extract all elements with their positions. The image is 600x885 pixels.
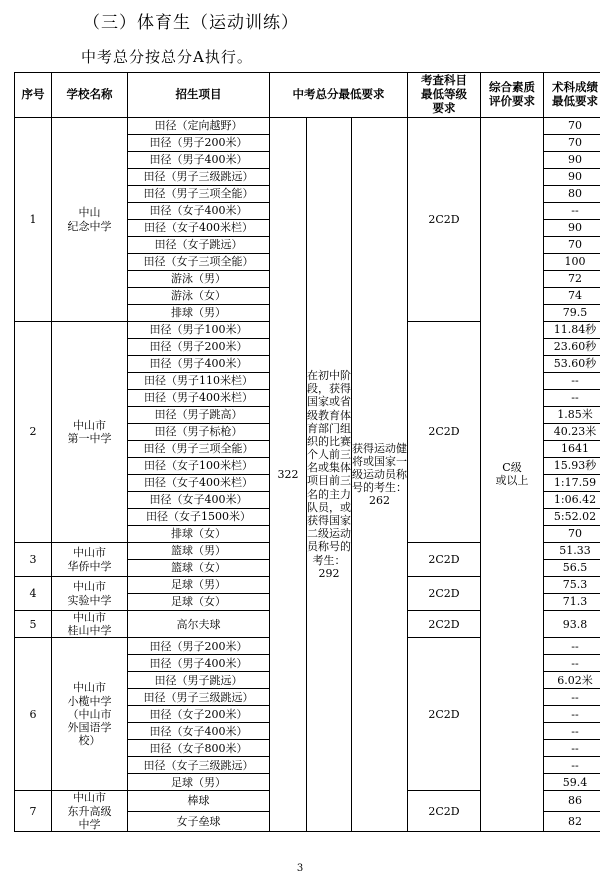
header-quality: 综合素质 评价要求	[481, 73, 544, 118]
header-seq: 序号	[15, 73, 52, 118]
skill-score: --	[544, 203, 600, 220]
skill-score: --	[544, 655, 600, 672]
admission-table	[14, 72, 600, 832]
project-cell: 田径（男子400米）	[128, 356, 270, 373]
subject-grade: 2C2D	[408, 791, 481, 832]
school-seq: 4	[15, 577, 52, 611]
project-cell: 田径（男子标枪）	[128, 424, 270, 441]
skill-score: 90	[544, 220, 600, 237]
project-cell: 田径（男子400米）	[128, 152, 270, 169]
header-school: 学校名称	[52, 73, 128, 118]
section-title: （三）体育生（运动训练）	[83, 13, 299, 33]
skill-score: 70	[544, 526, 600, 543]
project-cell: 田径（男子跳高）	[128, 407, 270, 424]
project-cell: 田径（男子三级跳远）	[128, 689, 270, 706]
project-cell: 高尔夫球	[128, 611, 270, 638]
header-subject-grade: 考查科目 最低等级 要求	[408, 73, 481, 118]
skill-score: 6.02米	[544, 672, 600, 689]
school-name: 中山市 华侨中学	[52, 543, 128, 577]
header-row	[15, 73, 600, 118]
skill-score: 86	[544, 791, 600, 811]
project-cell: 田径（女子400米）	[128, 203, 270, 220]
skill-score: 74	[544, 288, 600, 305]
project-cell: 田径（女子400米栏）	[128, 220, 270, 237]
school-name: 中山市 实验中学	[52, 577, 128, 611]
subject-grade: 2C2D	[408, 322, 481, 543]
project-cell: 足球（男）	[128, 577, 270, 594]
skill-score: --	[544, 706, 600, 723]
project-cell: 足球（女）	[128, 594, 270, 611]
school-seq: 6	[15, 638, 52, 791]
subject-grade: 2C2D	[408, 638, 481, 791]
school-name: 中山 纪念中学	[52, 118, 128, 322]
skill-score: 51.33	[544, 543, 600, 560]
school-seq: 1	[15, 118, 52, 322]
skill-score: 75.3	[544, 577, 600, 594]
subject-grade: 2C2D	[408, 577, 481, 611]
skill-score: --	[544, 689, 600, 706]
project-cell: 田径（男子400米）	[128, 655, 270, 672]
skill-score: --	[544, 373, 600, 390]
project-cell: 篮球（女）	[128, 560, 270, 577]
condition-a: 在初中阶段，获得国家或省级教育体育部门组织的比赛个人前三名或集体项目前三名的主力队员，或获得国家二级运动员称号的考生： 292	[307, 118, 352, 832]
project-cell: 田径（女子200米）	[128, 706, 270, 723]
subject-grade: 2C2D	[408, 611, 481, 638]
condition-b: 获得运动健将或国家一级运动员称号的考生： 262	[352, 118, 408, 832]
project-cell: 排球（男）	[128, 305, 270, 322]
project-cell: 足球（男）	[128, 774, 270, 791]
skill-score: --	[544, 757, 600, 774]
school-name: 中山市 东升高级 中学	[52, 791, 128, 832]
skill-score: 1641	[544, 441, 600, 458]
school-name: 中山市 桂山中学	[52, 611, 128, 638]
project-cell: 田径（男子200米）	[128, 638, 270, 655]
score-note: 中考总分按总分A执行。	[81, 48, 253, 66]
page-number: 3	[296, 863, 304, 874]
project-cell: 田径（男子100米）	[128, 322, 270, 339]
project-cell: 田径（女子400米）	[128, 492, 270, 509]
table-row	[15, 118, 600, 135]
skill-score: 15.93秒	[544, 458, 600, 475]
project-cell: 田径（男子200米）	[128, 339, 270, 356]
skill-score: 59.4	[544, 774, 600, 791]
skill-score: --	[544, 638, 600, 655]
project-cell: 田径（男子三级跳远）	[128, 169, 270, 186]
skill-score: 93.8	[544, 611, 600, 638]
skill-score: 82	[544, 811, 600, 831]
skill-score: --	[544, 390, 600, 407]
project-cell: 田径（女子1500米）	[128, 509, 270, 526]
skill-score: 11.84秒	[544, 322, 600, 339]
project-cell: 田径（男子三项全能）	[128, 441, 270, 458]
skill-score: 56.5	[544, 560, 600, 577]
skill-score: 5:52.02	[544, 509, 600, 526]
skill-score: 80	[544, 186, 600, 203]
skill-score: 70	[544, 118, 600, 135]
project-cell: 田径（女子800米）	[128, 740, 270, 757]
project-cell: 排球（女）	[128, 526, 270, 543]
skill-score: 53.60秒	[544, 356, 600, 373]
school-seq: 7	[15, 791, 52, 832]
project-cell: 篮球（男）	[128, 543, 270, 560]
project-cell: 田径（男子三项全能）	[128, 186, 270, 203]
min-total-score: 322	[270, 118, 307, 832]
skill-score: 1:06.42	[544, 492, 600, 509]
skill-score: --	[544, 723, 600, 740]
skill-score: 79.5	[544, 305, 600, 322]
skill-score: 40.23米	[544, 424, 600, 441]
skill-score: 71.3	[544, 594, 600, 611]
subject-grade: 2C2D	[408, 118, 481, 322]
project-cell: 田径（女子400米栏）	[128, 475, 270, 492]
table-body	[15, 118, 600, 832]
project-cell: 田径（男子400米栏）	[128, 390, 270, 407]
project-cell: 田径（男子跳远）	[128, 672, 270, 689]
school-name: 中山市 小榄中学 （中山市 外国语学 校）	[52, 638, 128, 791]
project-cell: 田径（女子100米栏）	[128, 458, 270, 475]
skill-score: 1:17.59	[544, 475, 600, 492]
school-seq: 3	[15, 543, 52, 577]
school-seq: 5	[15, 611, 52, 638]
project-cell: 女子垒球	[128, 811, 270, 831]
header-min-total: 中考总分最低要求	[270, 73, 408, 118]
quality-requirement: C级 或以上	[481, 118, 544, 832]
skill-score: 72	[544, 271, 600, 288]
project-cell: 田径（女子400米）	[128, 723, 270, 740]
skill-score: 100	[544, 254, 600, 271]
skill-score: 90	[544, 152, 600, 169]
school-name: 中山市 第一中学	[52, 322, 128, 543]
skill-score: 90	[544, 169, 600, 186]
skill-score: 23.60秒	[544, 339, 600, 356]
project-cell: 田径（定向越野）	[128, 118, 270, 135]
skill-score: 1.85米	[544, 407, 600, 424]
project-cell: 田径（女子跳远）	[128, 237, 270, 254]
skill-score: --	[544, 740, 600, 757]
project-cell: 田径（女子三级跳远）	[128, 757, 270, 774]
header-skill: 术科成绩 最低要求	[544, 73, 600, 118]
project-cell: 田径（女子三项全能）	[128, 254, 270, 271]
project-cell: 棒球	[128, 791, 270, 811]
school-seq: 2	[15, 322, 52, 543]
project-cell: 游泳（女）	[128, 288, 270, 305]
skill-score: 70	[544, 237, 600, 254]
project-cell: 游泳（男）	[128, 271, 270, 288]
skill-score: 70	[544, 135, 600, 152]
header-project: 招生项目	[128, 73, 270, 118]
subject-grade: 2C2D	[408, 543, 481, 577]
project-cell: 田径（男子110米栏）	[128, 373, 270, 390]
project-cell: 田径（男子200米）	[128, 135, 270, 152]
